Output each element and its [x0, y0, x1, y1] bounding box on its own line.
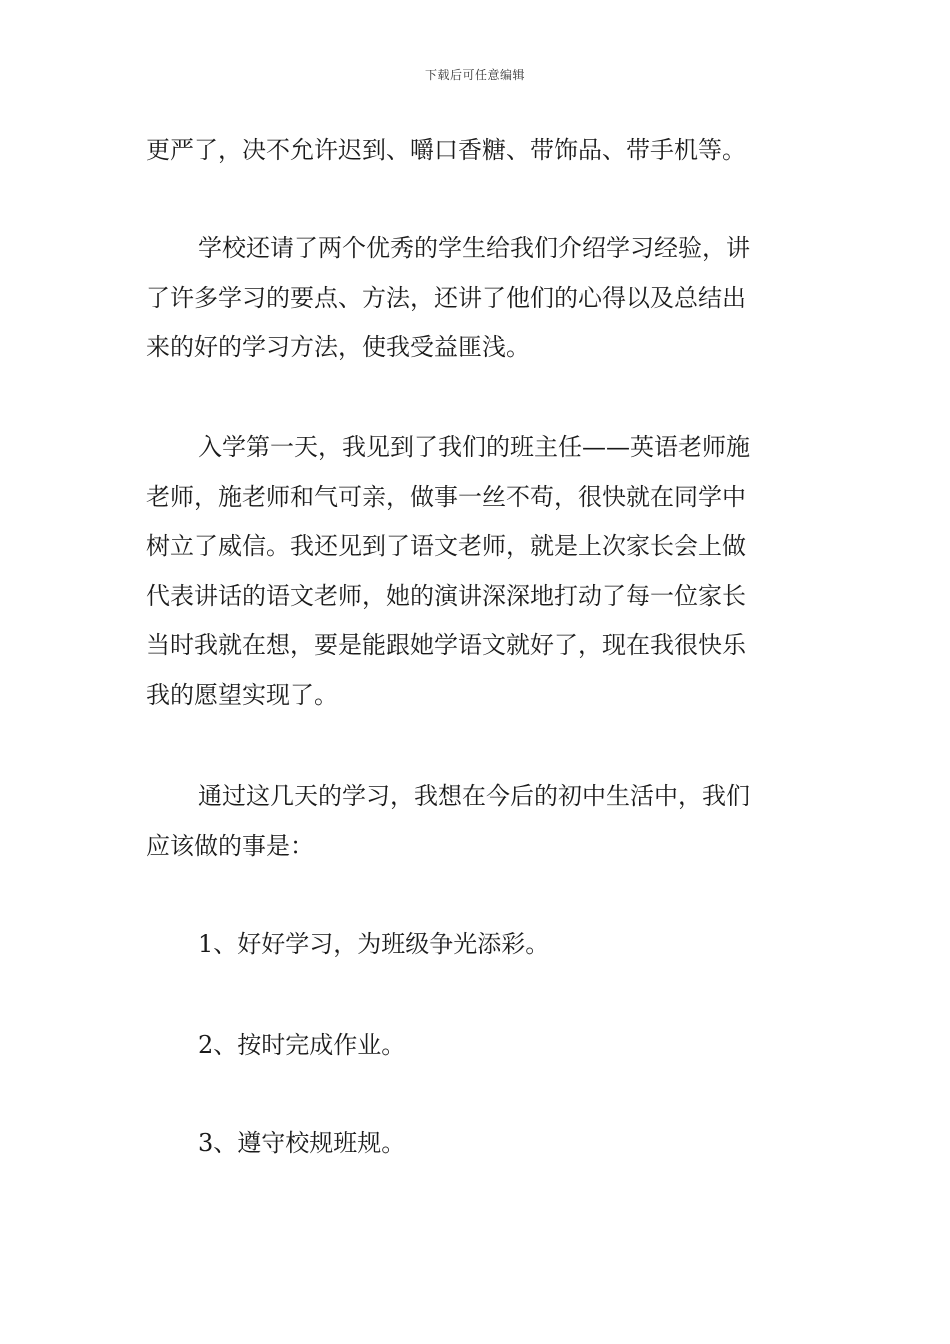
paragraph-line: 树立了威信。我还见到了语文老师，就是上次家长会上做 — [146, 532, 746, 560]
list-item-2 — [146, 1021, 806, 1071]
list-item-1 — [146, 920, 806, 970]
paragraph-line: 2、按时完成作业。 — [198, 1031, 406, 1059]
paragraph-rules — [146, 126, 806, 176]
paragraph-line: 来的好的学习方法，使我受益匪浅。 — [146, 333, 530, 361]
paragraph-line: 当时我就在想，要是能跟她学语文就好了，现在我很快乐 — [146, 631, 746, 659]
paragraph-line: 入学第一天，我见到了我们的班主任——英语老师施 — [198, 433, 750, 461]
paragraph-plans-intro — [146, 772, 806, 871]
paragraph-line: 我的愿望实现了。 — [146, 680, 338, 709]
page-header: 下载后可任意编辑 — [424, 68, 525, 82]
paragraph-line: 1、好好学习，为班级争光添彩。 — [198, 930, 550, 958]
paragraph-line: 应该做的事是： — [146, 831, 314, 860]
paragraph-line: 老师，施老师和气可亲，做事一丝不苟，很快就在同学中 — [146, 482, 746, 511]
paragraph-first-day — [146, 423, 806, 720]
paragraph-line: 学校还请了两个优秀的学生给我们介绍学习经验，讲 — [198, 234, 750, 262]
paragraph-line: 更严了，决不允许迟到、嚼口香糖、带饰品、带手机等。 — [146, 136, 746, 164]
paragraph-line: 通过这几天的学习，我想在今后的初中生活中，我们 — [198, 782, 750, 810]
list-item-3 — [146, 1119, 806, 1169]
paragraph-line: 3、遵守校规班规。 — [198, 1129, 406, 1157]
paragraph-line: 了许多学习的要点、方法，还讲了他们的心得以及总结出 — [146, 283, 746, 312]
paragraph-line: 代表讲话的语文老师，她的演讲深深地打动了每一位家长 — [146, 581, 746, 610]
paragraph-student-experience — [146, 224, 806, 373]
